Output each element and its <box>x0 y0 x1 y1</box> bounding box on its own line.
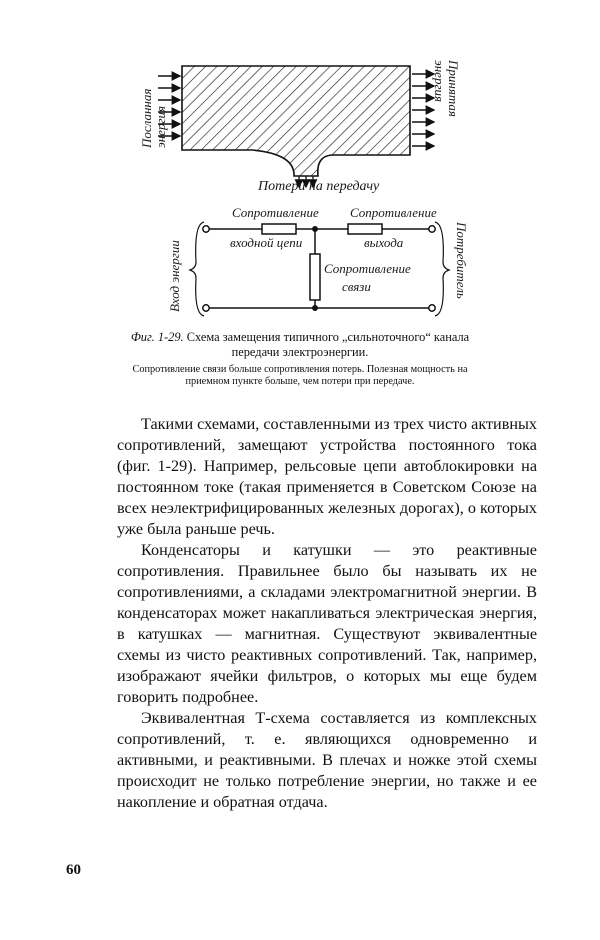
figure-title: Схема замещения типичного „сильноточного“ канала передачи электроэнергии. <box>186 330 470 359</box>
figure-note: Сопротивление связи больше сопротивления потерь. Полезная мощность на приемном пункте больше, чем потери при передаче. <box>132 364 468 387</box>
paragraph: Конденсаторы и катушки — это реактивные сопротивления. Правильнее было бы называть их не сопротивлениями, а складами электромагнитной энергии. В конденсаторах может накапливаться электрическая энергия, в катушках — магнитная. Существуют эквивалентные схемы из чисто реактивных сопротивлений. Так, например, изображают ячейки фильтров, о которых мы еще будем говорить подробнее. <box>117 541 537 706</box>
input-bracket <box>190 222 204 316</box>
input-resistance-label-1: Сопротивление <box>232 205 319 220</box>
losses-label: Потери на передачу <box>258 179 380 194</box>
page-number: 60 <box>66 862 81 878</box>
input-resistance-label-2: входной цепи <box>230 235 303 250</box>
output-resistance-label-1: Сопротивление <box>350 205 437 220</box>
outgoing-arrows <box>412 74 434 146</box>
paragraph: Эквивалентная Т-схема составляется из комплексных сопротивлений, т. е. являющихся одновременно и активными, и реактивными. В плечах и ножке этой схемы происходит не только потребление энергии, но также и ее накопление и обратная отдача. <box>117 709 537 811</box>
sent-energy-label: Посланная энергия <box>139 88 168 148</box>
received-energy-label: Принятая энергия <box>432 60 461 117</box>
energy-input-label: Вход энергии <box>167 240 182 312</box>
figure-caption <box>120 330 480 360</box>
figure-number: Фиг. 1-29. <box>130 330 184 344</box>
coupling-resistance-label-2: связи <box>342 279 371 294</box>
paragraph: Такими схемами, составленными из трех чисто активных сопротивлений, замещают устройства постоянного тока (фиг. 1-29). Например, рельсовые цепи автоблокировки на постоянном токе (такая применяется в Советском Союзе на всех неэлектрифицированных железных дорогах), о которых уже была раньше речь. <box>117 415 537 538</box>
figure-drawing <box>0 0 600 330</box>
body-text <box>117 414 537 813</box>
consumer-label: Потребитель <box>454 222 469 299</box>
coupling-resistance-label-1: Сопротивление <box>324 261 411 276</box>
energy-flow-band <box>182 66 410 176</box>
output-resistance-label-2: выхода <box>364 235 404 250</box>
output-bracket <box>435 222 449 316</box>
